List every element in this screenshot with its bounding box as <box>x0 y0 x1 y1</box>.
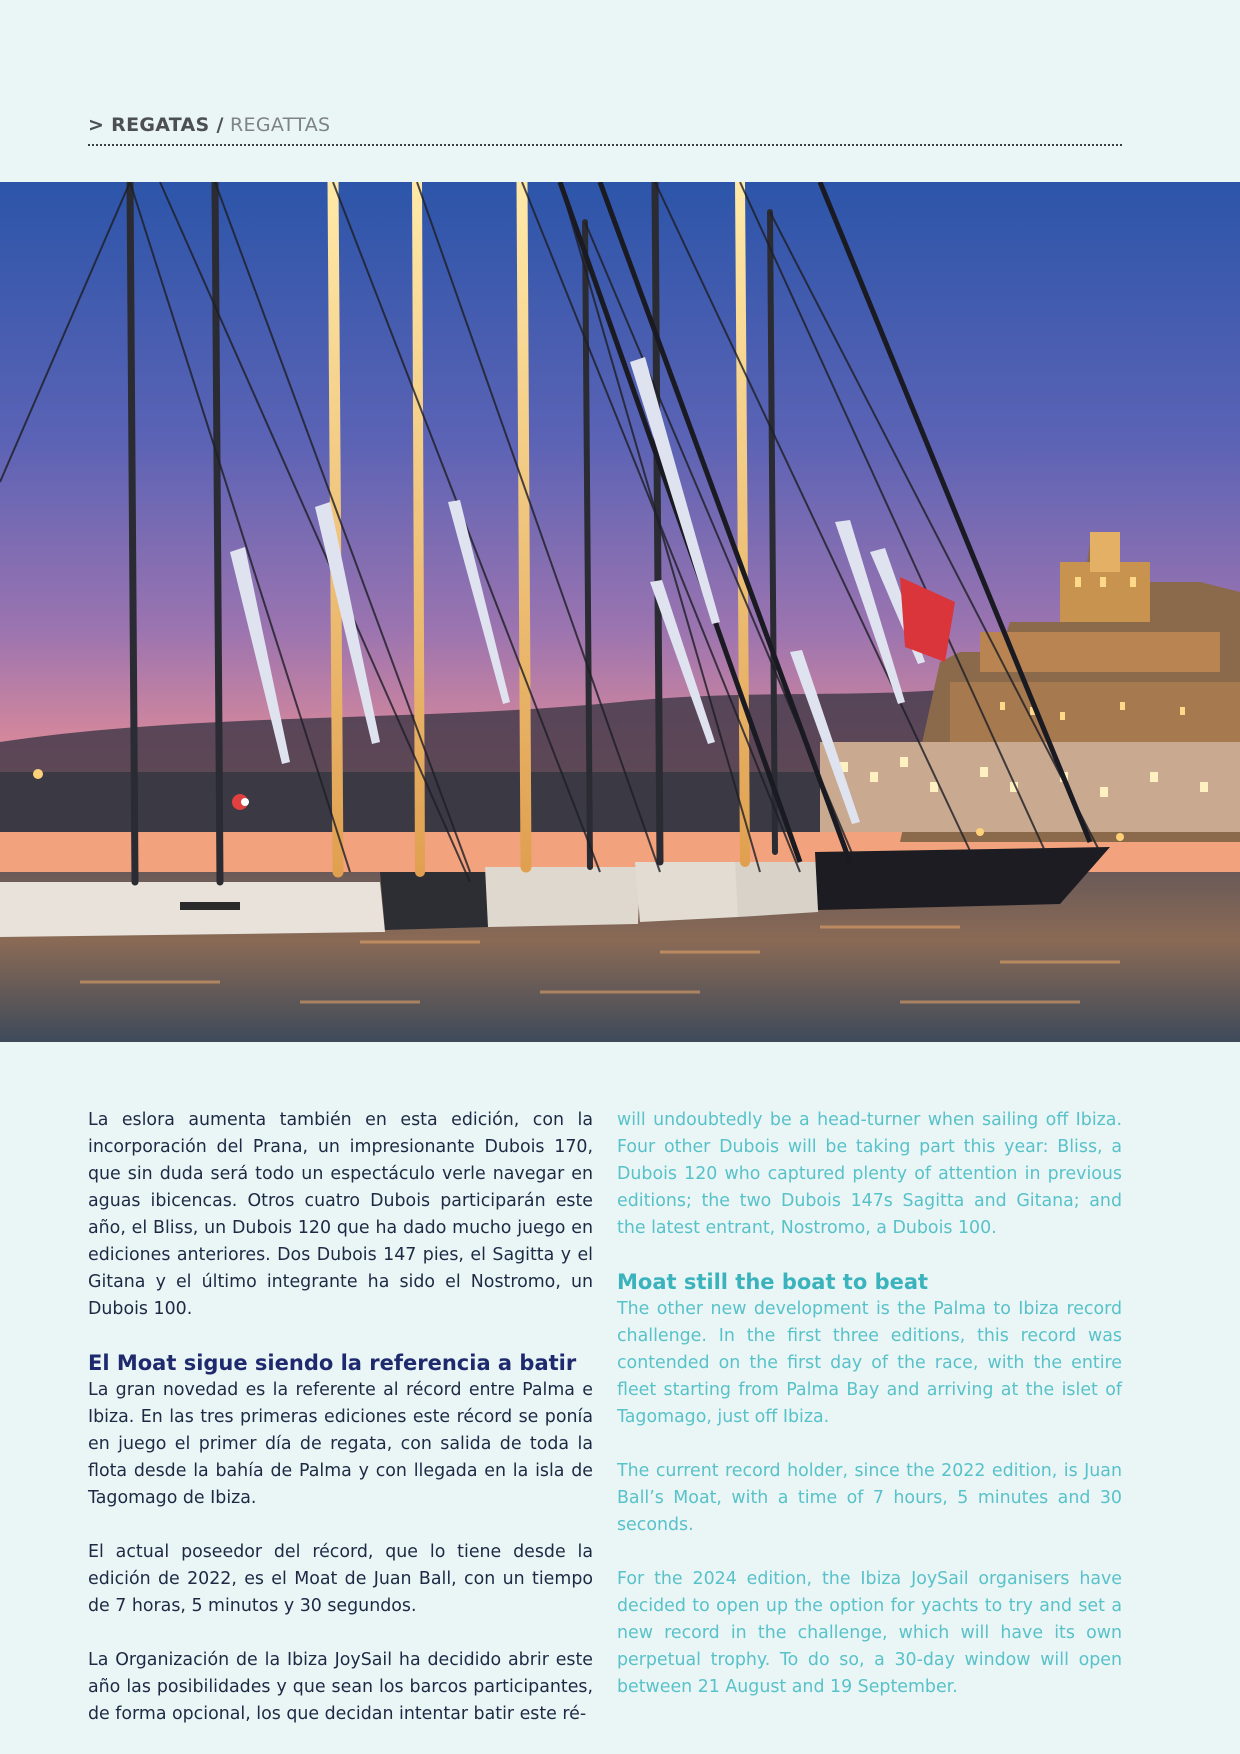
english-heading: Moat still the boat to beat <box>617 1270 929 1294</box>
spanish-paragraph-4: La Organización de la Ibiza JoySail ha decidido abrir este año las posibilidades y que sean los barcos participantes, de forma opcional, los que decidan intentar batir este ré- <box>88 1650 593 1724</box>
english-paragraph-3: The current record holder, since the 2022 edition, is Juan Ball’s Moat, with a time of 7 hours, 5 minutes and 30 seconds. <box>617 1461 1122 1535</box>
section-header <box>88 112 1122 146</box>
spanish-heading: El Moat sigue siendo la referencia a batir <box>88 1351 577 1375</box>
section-title-spanish: > REGATAS / <box>88 114 224 136</box>
english-paragraph-1: will undoubtedly be a head-turner when sailing off Ibiza. Four other Dubois will be taking part this year: Bliss, a Dubois 120 who captured plenty of attention in previous editions; the two Dubois 147s Sagitta and Gitana; and the latest entrant, Nostromo, a Dubois 100. <box>617 1110 1122 1238</box>
hero-photo <box>0 182 1240 1042</box>
section-title-english: REGATTAS <box>230 114 331 136</box>
spanish-paragraph-1: La eslora aumenta también en esta edición, con la incorporación del Prana, un impresionante Dubois 170, que sin duda será todo un espectáculo verle navegar en aguas ibicencas. Otros cuatro Dubois participarán este año, el Bliss, un Dubois 120 que ha dado mucho juego en ediciones anteriores. Dos Dubois 147 pies, el Sagitta y el Gitana y el último integrante ha sido el Nostromo, un Dubois 100. <box>88 1110 593 1319</box>
english-paragraph-2: The other new development is the Palma to Ibiza record challenge. In the first three editions, this record was contended on the first day of the race, with the entire fleet starting from Palma Bay and arriving at the islet of Tagomago, just off Ibiza. <box>617 1299 1122 1427</box>
spanish-paragraph-3: El actual poseedor del récord, que lo tiene desde la edición de 2022, es el Moat de Juan Ball, con un tiempo de 7 horas, 5 minutos y 30 segundos. <box>88 1542 593 1616</box>
english-column <box>617 1107 1122 1701</box>
spanish-paragraph-2: La gran novedad es la referente al récord entre Palma e Ibiza. En las tres primeras ediciones este récord se ponía en juego el primer día de regata, con salida de toda la flota desde la bahía de Palma y con llegada en la isla de Tagomago de Ibiza. <box>88 1380 593 1508</box>
spanish-column <box>88 1107 593 1728</box>
marina-sunset-illustration <box>0 182 1240 1042</box>
english-paragraph-4: For the 2024 edition, the Ibiza JoySail organisers have decided to open up the option for yachts to try and set a new record in the challenge, which will have its own perpetual trophy. To do so, a 30-day window will open between 21 August and 19 September. <box>617 1569 1122 1697</box>
